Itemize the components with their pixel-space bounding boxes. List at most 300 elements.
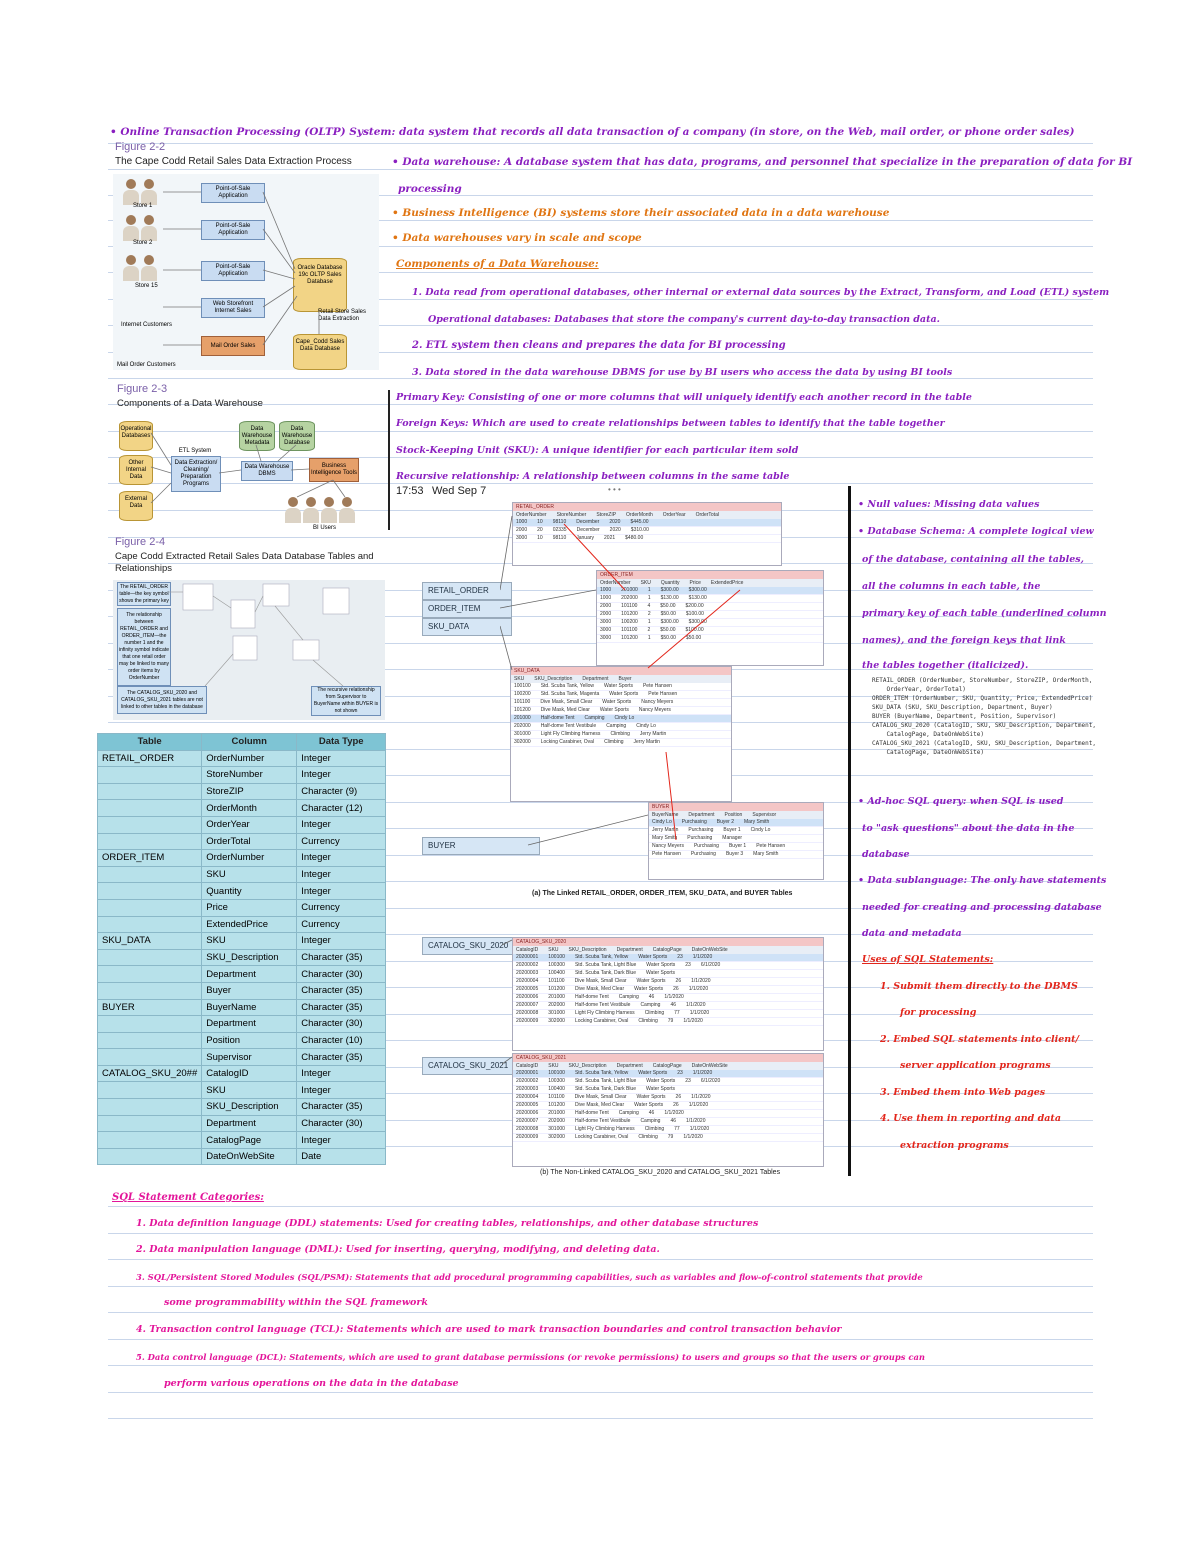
table-cell: [98, 1115, 202, 1132]
datasheet-cell: 101200: [621, 635, 638, 641]
adhoc-note-1: • Ad-hoc SQL query: when SQL is used: [858, 796, 1064, 807]
datasheet-cell: Climbing: [644, 1010, 665, 1016]
operational-db: Operational databases: Databases that store the company's current day-to-day transaction data.: [428, 314, 940, 325]
ipad-multitask-dots[interactable]: • • •: [608, 485, 621, 494]
fig22-title: The Cape Codd Retail Sales Data Extraction Process: [115, 156, 352, 167]
datasheet-cell: Dive Mask, Small Clear: [540, 699, 593, 705]
sql-cat-5b: perform various operations on the data in the database: [164, 1378, 459, 1389]
label-catalog-2021: CATALOG_SKU_2021: [422, 1057, 514, 1075]
datatype-cell: Currency: [297, 899, 386, 916]
store-1-label: Store 1: [133, 203, 153, 209]
datasheet-cell: 1/1/2020: [691, 978, 711, 984]
datasheet-cell: 46: [648, 994, 655, 1000]
datasheet-cell: 23: [677, 1070, 683, 1076]
datatype-cell: Character (30): [297, 1016, 386, 1033]
datasheet-cell: 23: [685, 1078, 691, 1084]
fig24-title: Cape Codd Extracted Retail Sales Data Database Tables and Relationships: [115, 551, 374, 574]
schema-row: [98, 783, 386, 800]
datasheet-cell: Water Sports: [634, 986, 664, 992]
datasheet-cell: Camping: [618, 1110, 639, 1116]
datasheet-cell: 202000: [548, 1002, 565, 1008]
sql-cat-5: 5. Data control language (DCL): Statements, which are used to grant database permissions (or revoke permissions) to users and groups so that the users or groups can: [136, 1352, 925, 1362]
datasheet-row[interactable]: [513, 1134, 823, 1142]
sku-note: Stock-Keeping Unit (SKU): A unique identifier for each particular item sold: [396, 445, 799, 456]
column-cell: Position: [202, 1032, 297, 1049]
table-cell: SKU_DATA: [98, 933, 202, 950]
datasheet-cell: $300.00: [688, 619, 707, 625]
datasheet-cell: 202000: [548, 1118, 565, 1124]
schema-row: [98, 933, 386, 950]
column-cell: StoreZIP: [202, 783, 297, 800]
schema-row: [98, 833, 386, 850]
datasheet-cell: Climbing: [604, 739, 624, 745]
fig24-note-3: The CATALOG_SKU_2020 and CATALOG_SKU_2021 tables are not linked to other tables in the database: [117, 686, 207, 714]
datasheet-row[interactable]: [513, 1118, 823, 1126]
column-cell: CatalogPage: [202, 1132, 297, 1149]
sql-cat-1: 1. Data definition language (DDL) statements: Used for creating tables, relationships, and other database structures: [136, 1218, 759, 1229]
schema-text-line: CatalogPage, DateOnWebSite): [872, 749, 984, 756]
datasheet-cell: Water Sports: [636, 1094, 666, 1100]
datasheet-cell: 1/1/2020: [689, 1010, 710, 1016]
datasheet-cell: $50.00: [660, 627, 676, 633]
order-item-datasheet[interactable]: ORDER_ITEM OrderNumber SKU Quantity Price ExtendedPrice 1000 201000 1 $300.00 $300.00 1000 202000 1 $130.00 $130.00 2000 101100 4 $50.00 $200.00 2000 101200 2 $50.00 $100.00 3000 100200 1 $300.00 $300.00 3000 101100 2 $50.00 $100.00 3000 101200 1 $50.00 $50.00: [596, 570, 824, 666]
schema-note-5: names), and the foreign keys that link: [862, 635, 1066, 646]
schema-note-6: the tables together (italicized).: [862, 660, 1029, 671]
datasheet-cell: 20200005: [516, 986, 539, 992]
schema-row: [98, 1049, 386, 1066]
schema-row: [98, 1082, 386, 1099]
dw-database: Data Warehouse Database: [279, 421, 315, 451]
column-cell: OrderTotal: [202, 833, 297, 850]
datasheet-cell: 20200006: [516, 1110, 539, 1116]
datatype-cell: Character (30): [297, 1115, 386, 1132]
datasheet-cell: Nancy Meyers: [638, 707, 671, 713]
datasheet-cell: 4: [647, 603, 651, 609]
datasheet-cell: Water Sports: [602, 699, 632, 705]
extraction-label: Retail Store Sales Data Extraction: [318, 309, 367, 322]
datasheet-cell: 2021: [604, 535, 616, 541]
schema-row: [98, 1032, 386, 1049]
caption-b: (b) The Non-Linked CATALOG_SKU_2020 and CATALOG_SKU_2021 Tables: [540, 1169, 781, 1176]
rule-line: [108, 1233, 1093, 1234]
column-cell: ExtendedPrice: [202, 916, 297, 933]
datasheet-cell: Jerry Martin: [639, 731, 667, 737]
datatype-cell: Integer: [297, 1065, 386, 1082]
schema-note-3: all the columns in each table, the: [862, 581, 1041, 592]
datasheet-cell: Pete Hansen: [756, 843, 786, 849]
store-15-label: Store 15: [135, 283, 158, 289]
datasheet-cell: Purchasing: [687, 835, 713, 841]
datasheet-cell: 101200: [621, 611, 638, 617]
datasheet-cell: $200.00: [685, 603, 704, 609]
datasheet-cell: 20200002: [516, 1078, 539, 1084]
fig22-arrows: [113, 141, 381, 371]
other-internal-data: Other Internal Data: [119, 455, 153, 485]
schema-text-block: [872, 676, 1096, 757]
datasheet-cell: 23: [677, 954, 683, 960]
rule-line: [108, 1312, 1093, 1313]
rule-line: [108, 1259, 1093, 1260]
datasheet-cell: Std. Scuba Tank, Dark Blue: [574, 970, 636, 976]
datasheet-cell: $300.00: [660, 619, 679, 625]
dsl-note-1: • Data sublanguage: The only have statements: [858, 875, 1107, 886]
column-cell: Department: [202, 966, 297, 983]
schema-row: [98, 1016, 386, 1033]
datasheet-cell: 20200007: [516, 1002, 539, 1008]
datasheet-cell: Pete Hansen: [648, 691, 678, 697]
datasheet-cell: 6/1/2020: [700, 1078, 721, 1084]
datasheet-cell: Jerry Martin: [652, 827, 679, 833]
figure-2-2: [113, 141, 381, 371]
datasheet-cell: $130.00: [688, 595, 707, 601]
datasheet-cell: 101100: [548, 978, 565, 984]
datasheet-cell: 98110: [552, 535, 567, 541]
datasheet-row[interactable]: [513, 1094, 823, 1102]
schema-text-line: BUYER (BuyerName, Department, Position, Supervisor): [872, 713, 1057, 720]
comp-3: 3. Data stored in the data warehouse DBMS for use by BI users who access the data by using BI tools: [412, 367, 953, 378]
datasheet-cell: 1000: [600, 595, 612, 601]
datasheet-cell: 1/1/2020: [689, 1126, 710, 1132]
datasheet-cell: 101200: [548, 986, 565, 992]
datasheet-cell: 98110: [552, 519, 567, 525]
datasheet-cell: 46: [648, 1110, 655, 1116]
table-cell: [98, 1049, 202, 1066]
datasheet-cell: 20200001: [516, 1070, 539, 1076]
datasheet-cell: Cindy Lo: [652, 819, 672, 825]
use-4b: extraction programs: [900, 1140, 1009, 1151]
datasheet-cell: 79: [667, 1134, 674, 1140]
schema-row: [98, 767, 386, 784]
datasheet-cell: Mary Smith: [652, 835, 678, 841]
schema-row: [98, 966, 386, 983]
datasheet-cell: January: [576, 535, 595, 541]
datasheet-cell: Dive Mask, Med Clear: [574, 1102, 625, 1108]
datasheet-cell: 3000: [516, 535, 528, 541]
datasheet-cell: Std. Scuba Tank, Light Blue: [574, 962, 637, 968]
datasheet-cell: 2020: [609, 519, 621, 525]
datasheet-cell: 101100: [621, 603, 638, 609]
datasheet-cell: Half-dome Tent Vestibule: [574, 1118, 631, 1124]
adhoc-note-3: database: [862, 849, 910, 860]
datasheet-cell: 1/1/2020: [664, 1110, 684, 1116]
store-2-label: Store 2: [133, 240, 153, 246]
table-cell: [98, 982, 202, 999]
datasheet-cell: 20200008: [516, 1126, 539, 1132]
datasheet-cell: 3000: [600, 635, 612, 641]
components-heading: Components of a Data Warehouse:: [396, 258, 599, 270]
datasheet-cell: Water Sports: [646, 1086, 675, 1092]
datasheet-cell: Climbing: [638, 1018, 658, 1024]
datasheet-cell: Buyer 3: [725, 851, 744, 857]
internet-customers: Internet Customers: [121, 322, 173, 328]
datasheet-cell: 1: [647, 619, 651, 625]
datasheet-cell: 26: [673, 986, 679, 992]
datasheet-row[interactable]: [513, 1110, 823, 1118]
sql-cat-2: 2. Data manipulation language (DML): Used for inserting, querying, modifying, and deleting data.: [136, 1244, 660, 1255]
use-2b: server application programs: [900, 1060, 1051, 1071]
schema-note-2: of the database, containing all the tables,: [862, 554, 1084, 565]
datatype-cell: Integer: [297, 767, 386, 784]
datasheet-cell: 1/1/2020: [686, 1118, 706, 1124]
datasheet-cell: Half-dome Tent: [540, 715, 575, 721]
datatype-cell: Character (30): [297, 966, 386, 983]
schema-row: [98, 866, 386, 883]
datasheet-cell: Cindy Lo: [750, 827, 771, 833]
dsl-note-2: needed for creating and processing database: [862, 902, 1102, 913]
datasheet-cell: Purchasing: [681, 819, 707, 825]
datasheet-cell: Light Fly Climbing Harness: [540, 731, 601, 737]
datasheet-cell: 1/1/2020: [691, 1094, 711, 1100]
datasheet-cell: Jerry Martin: [633, 739, 660, 745]
datasheet-cell: 1/1/2020: [692, 1070, 713, 1076]
datasheet-cell: Std. Scuba Tank, Light Blue: [574, 1078, 637, 1084]
fig24-relationship-diagram: [113, 536, 385, 720]
datasheet-cell: 202000: [621, 595, 638, 601]
datasheet-cell: Mary Smith: [743, 819, 770, 825]
col-header-datatype: Data Type: [297, 734, 386, 751]
datasheet-cell: 26: [675, 978, 682, 984]
datasheet-cell: 302000: [548, 1134, 565, 1140]
datasheet-cell: Water Sports: [646, 970, 675, 976]
bi-tools: Business Intelligence Tools: [309, 458, 359, 482]
schema-datatype-table: [97, 733, 386, 1165]
datasheet-cell: 20200001: [516, 954, 539, 960]
datasheet-cell: 201000: [514, 715, 531, 721]
datasheet-cell: 10: [537, 519, 543, 525]
datasheet-row[interactable]: [513, 1126, 823, 1134]
datasheet-cell: Locking Carabiner, Oval: [574, 1018, 629, 1024]
buyer-datasheet[interactable]: BUYER BuyerName Department Position Supervisor Cindy Lo Purchasing Buyer 2 Mary Smith Jerry Martin Purchasing Buyer 1 Cindy Lo Mary Smith Purchasing Manager Nancy Meyers Purchasing Buyer 1 Pete Hansen Pete Hansen Purchasing Buyer 3 Mary Smith: [648, 802, 824, 880]
datasheet-cell: 1/1/2020: [688, 1102, 709, 1108]
table-cell: [98, 916, 202, 933]
datasheet-cell: 100100: [548, 1070, 565, 1076]
datasheet-cell: Water Sports: [638, 1070, 668, 1076]
table-cell: BUYER: [98, 999, 202, 1016]
datatype-cell: Date: [297, 1148, 386, 1165]
schema-row: [98, 949, 386, 966]
schema-text-line: ORDER_ITEM (OrderNumber, SKU, Quantity, Price, ExtendedPrice): [872, 695, 1093, 702]
web-storefront: Web Storefront Internet Sales: [201, 298, 265, 318]
rule-line: [108, 1418, 1093, 1419]
datatype-cell: Character (35): [297, 1049, 386, 1066]
schema-row: [98, 1148, 386, 1165]
datasheet-row[interactable]: [513, 1102, 823, 1110]
datasheet-cell: Dive Mask, Med Clear: [574, 986, 625, 992]
datasheet-cell: $50.00: [685, 635, 702, 641]
datatype-cell: Integer: [297, 850, 386, 867]
column-cell: SKU: [202, 866, 297, 883]
datasheet-cell: 2: [647, 611, 651, 617]
datasheet-cell: Climbing: [638, 1134, 658, 1140]
schema-row: [98, 982, 386, 999]
cape-codd-db: Cape_Codd Sales Data Database: [293, 334, 347, 370]
column-cell: OrderNumber: [202, 750, 297, 767]
fig22-number: Figure 2-2: [115, 141, 166, 153]
retail-order-datasheet[interactable]: RETAIL_ORDER OrderNumber StoreNumber StoreZIP OrderMonth OrderYear OrderTotal 1000 10 98110 December 2020 $445.00 2000 20 02335 December 2020 $310.00 3000 10 98110 January 2021 $480.00: [512, 502, 782, 566]
datasheet-cell: Half-dome Tent Vestibule: [574, 1002, 631, 1008]
column-cell: SKU_Description: [202, 949, 297, 966]
use-3: 3. Embed them into Web pages: [880, 1087, 1046, 1098]
datasheet-cell: $445.00: [630, 519, 649, 525]
datatype-cell: Integer: [297, 816, 386, 833]
ipad-time: 17:53: [396, 485, 424, 497]
foreign-key-note: Foreign Keys: Which are used to create relationships between tables to identify that the table together: [396, 418, 945, 429]
sku-data-datasheet[interactable]: SKU_DATA SKU SKU_Description Department Buyer 100100 Std. Scuba Tank, Yellow Water Sports Pete Hansen 100200 Std. Scuba Tank, Magenta Water Sports Pete Hansen 101100 Dive Mask, Small Clear Water Sports Nancy Meyers 101200 Dive Mask, Med Clear Water Sports Nancy Meyers 201000 Half-dome Tent Camping Cindy Lo 202000 Half-dome Tent Vestibule Camping Cindy Lo 301000 Light Fly Climbing Harness Climbing Jerry Martin 302000 Locking Carabiner, Oval Climbing Jerry Martin: [510, 666, 732, 802]
datasheet-cell: 20200009: [516, 1134, 539, 1140]
datasheet-cell: 100300: [548, 1078, 565, 1084]
datasheet-cell: 2000: [600, 603, 612, 609]
datasheet-row[interactable]: [513, 1086, 823, 1094]
table-cell: [98, 783, 202, 800]
datasheet-cell: 2000: [600, 611, 612, 617]
divider-left: [388, 390, 390, 530]
schema-row: [98, 816, 386, 833]
null-values-note: • Null values: Missing data values: [858, 499, 1040, 510]
datasheet-cell: $480.00: [625, 535, 644, 541]
schema-row: [98, 899, 386, 916]
datasheet-cell: 101100: [548, 1094, 565, 1100]
column-cell: Price: [202, 899, 297, 916]
schema-text-line: CatalogPage, DateOnWebSite): [872, 731, 984, 738]
datasheet-cell: 20200007: [516, 1118, 539, 1124]
column-cell: SKU_Description: [202, 1099, 297, 1116]
datasheet-cell: 20: [537, 527, 543, 533]
table-cell: ORDER_ITEM: [98, 850, 202, 867]
column-cell: DateOnWebSite: [202, 1148, 297, 1165]
datatype-cell: Integer: [297, 866, 386, 883]
schema-row: [98, 800, 386, 817]
schema-note-1: • Database Schema: A complete logical view: [858, 526, 1094, 537]
table-cell: [98, 949, 202, 966]
datasheet-cell: 1000: [516, 519, 528, 525]
rule-line: [108, 1339, 1093, 1340]
datasheet-cell: 100200: [621, 619, 638, 625]
comp-2: 2. ETL system then cleans and prepares the data for BI processing: [412, 340, 786, 351]
datasheet-cell: 20200003: [516, 970, 539, 976]
datasheet-cell: Dive Mask, Small Clear: [574, 978, 627, 984]
datasheet-cell: Std. Scuba Tank, Yellow: [574, 954, 629, 960]
datatype-cell: Integer: [297, 883, 386, 900]
datasheet-cell: 2: [647, 627, 651, 633]
column-cell: BuyerName: [202, 999, 297, 1016]
label-sku-data: SKU_DATA: [422, 618, 512, 636]
datasheet-cell: 10: [537, 535, 543, 541]
schema-row: [98, 1115, 386, 1132]
datasheet-cell: $50.00: [660, 635, 676, 641]
datasheet-cell: Water Sports: [599, 707, 629, 713]
datatype-cell: Character (35): [297, 1099, 386, 1116]
datasheet-cell: Purchasing: [693, 843, 719, 849]
column-cell: OrderNumber: [202, 850, 297, 867]
datasheet-cell: 1/1/2020: [686, 1002, 706, 1008]
datasheet-cell: $100.00: [685, 611, 704, 617]
column-cell: SKU: [202, 933, 297, 950]
datasheet-cell: Manager: [722, 835, 743, 841]
datasheet-cell: Std. Scuba Tank, Magenta: [540, 691, 600, 697]
datasheet-cell: 02335: [552, 527, 567, 533]
datasheet-cell: 6/1/2020: [700, 962, 721, 968]
table-cell: [98, 966, 202, 983]
datasheet-cell: 46: [670, 1002, 677, 1008]
adhoc-note-2: to "ask questions" about the data in the: [862, 823, 1075, 834]
datasheet-cell: Camping: [584, 715, 605, 721]
datasheet-cell: 100100: [514, 683, 531, 689]
fig23-arrows: [113, 383, 385, 531]
datasheet-cell: 26: [675, 1094, 682, 1100]
datasheet-cell: 23: [685, 962, 691, 968]
datasheet-cell: Water Sports: [603, 683, 633, 689]
datasheet-cell: Camping: [640, 1002, 661, 1008]
comp-1: 1. Data read from operational databases, other internal or external data sources by the Extract, Transform, and Load (ETL) system: [412, 287, 1110, 298]
catalog-2020-datasheet[interactable]: CATALOG_SKU_2020 CatalogID SKU SKU_Description Department CatalogPage DateOnWebSite 20200001 100100 Std. Scuba Tank, Yellow Water Sports 23 1/1/2020 20200002 100300 Std. Scuba Tank, Light Blue Water Sports 23 6/1/2020 20200003 100400 Std. Scuba Tank, Dark Blue Water Sports 20200004 101100 Dive Mask, Small Clear Water Sports 26 1/1/2020 20200005 101200 Dive Mask, Med Clear Water Sports 26 1/1/2020 20200006 201000 Half-dome Tent Camping 46 1/1/2020 20200007 202000 Half-dome Tent Vestibule Camping 46 1/1/2020 20200008 301000 Light Fly Climbing Harness Climbing 77 1/1/2020 20200009 302000 Locking Carabiner, Oval Climbing 79 1/1/2020: [512, 937, 824, 1051]
sql-cat-4: 4. Transaction control language (TCL): Statements which are used to mark transaction boundaries and control transaction behavior: [136, 1324, 842, 1335]
etl-system: ETL System: [178, 448, 212, 454]
uses-heading: Uses of SQL Statements:: [862, 954, 994, 965]
schema-text-line: CATALOG_SKU_2021 (CatalogID, SKU, SKU_Description, Department,: [872, 740, 1096, 747]
datasheet-cell: Purchasing: [690, 851, 716, 857]
datasheet-cell: Water Sports: [646, 1078, 676, 1084]
table-cell: [98, 883, 202, 900]
datasheet-cell: 1/1/2020: [664, 994, 684, 1000]
datasheet-cell: Light Fly Climbing Harness: [574, 1010, 635, 1016]
datasheet-cell: Half-dome Tent: [574, 994, 609, 1000]
sql-categories-heading: SQL Statement Categories:: [112, 1192, 264, 1203]
datasheet-cell: 26: [673, 1102, 679, 1108]
catalog-2021-datasheet[interactable]: CATALOG_SKU_2021 CatalogID SKU SKU_Description Department CatalogPage DateOnWebSite 20200001 100100 Std. Scuba Tank, Yellow Water Sports 23 1/1/2020 20200002 100300 Std. Scuba Tank, Light Blue Water Sports 23 6/1/2020 20200003 100400 Std. Scuba Tank, Dark Blue Water Sports 20200004 101100 Dive Mask, Small Clear Water Sports 26 1/1/2020 20200005 101200 Dive Mask, Med Clear Water Sports 26 1/1/2020 20200006 201000 Half-dome Tent Camping 46 1/1/2020 20200007 202000 Half-dome Tent Vestibule Camping 46 1/1/2020 20200008 301000 Light Fly Climbing Harness Climbing 77 1/1/2020 20200009 302000 Locking Carabiner, Oval Climbing 79 1/1/2020: [512, 1053, 824, 1167]
datasheet-cell: Pete Hansen: [652, 851, 681, 857]
note-dw-1: • Data warehouse: A database system that has data, programs, and personnel that specialize in the preparation of data for BI: [392, 156, 1133, 168]
schema-row: [98, 850, 386, 867]
schema-text-line: OrderYear, OrderTotal): [872, 686, 966, 693]
table-cell: [98, 800, 202, 817]
schema-row: [98, 1065, 386, 1082]
table-cell: RETAIL_ORDER: [98, 750, 202, 767]
datasheet-cell: 3000: [600, 619, 612, 625]
datasheet-cell: 301000: [514, 731, 531, 737]
datasheet-cell: Locking Carabiner, Oval: [540, 739, 595, 745]
datasheet-cell: 20200005: [516, 1102, 539, 1108]
datasheet-cell: 100400: [548, 970, 565, 976]
use-1b: for processing: [900, 1007, 977, 1018]
datasheet-cell: Pete Hansen: [642, 683, 672, 689]
datasheet-cell: $50.00: [660, 611, 676, 617]
datatype-cell: Integer: [297, 1082, 386, 1099]
datasheet-cell: Buyer 1: [728, 843, 747, 849]
etl-programs: Data Extraction/ Cleaning/ Preparation Programs: [171, 456, 221, 492]
datasheet-cell: $300.00: [660, 587, 679, 593]
datasheet-cell: 100200: [514, 691, 531, 697]
dw-metadata: Data Warehouse Metadata: [239, 421, 275, 451]
datasheet-cell: Std. Scuba Tank, Yellow: [574, 1070, 629, 1076]
bi-users: BI Users: [313, 525, 337, 531]
datatype-cell: Character (35): [297, 999, 386, 1016]
datasheet-cell: 1: [647, 635, 651, 641]
datasheet-cell: 46: [670, 1118, 677, 1124]
sql-cat-3: 3. SQL/Persistent Stored Modules (SQL/PSM): Statements that add procedural programming capabilities, such as variables and flow-of-control statements that provide: [136, 1272, 923, 1282]
datasheet-cell: Buyer 1: [723, 827, 741, 833]
column-cell: CatalogID: [202, 1065, 297, 1082]
datatype-cell: Character (35): [297, 949, 386, 966]
datasheet-cell: Nancy Meyers: [652, 843, 684, 849]
datasheet-cell: Nancy Meyers: [641, 699, 674, 705]
datasheet-cell: Locking Carabiner, Oval: [574, 1134, 629, 1140]
schema-row: [98, 916, 386, 933]
mail-order-sales: Mail Order Sales: [201, 336, 265, 356]
table-cell: [98, 1148, 202, 1165]
datasheet-cell: 1/1/2020: [688, 986, 709, 992]
datasheet-cell: Std. Scuba Tank, Yellow: [540, 683, 594, 689]
datasheet-cell: 2000: [516, 527, 528, 533]
